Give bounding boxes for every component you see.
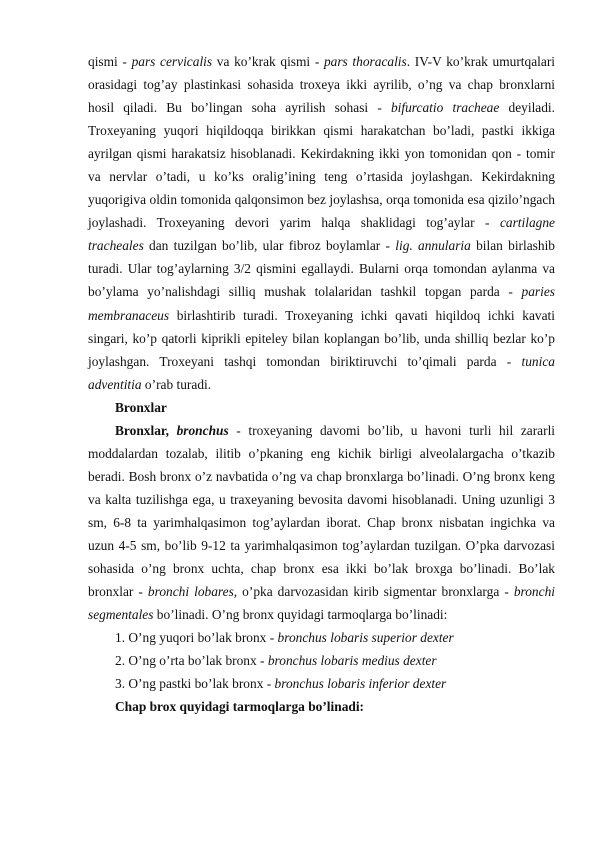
latin-term: cartilagne tracheales [88,215,555,254]
bronchi-paragraph [88,419,555,626]
text-run: o’rab turadi. [141,376,212,392]
text-run: qismi - [88,54,132,69]
list-item-text: 3. O’ng pastki bo’lak bronx - [115,676,275,692]
list-item-text: 2. O’ng o’rta bo’lak bronx - [115,653,268,669]
text-run: - troxeyaning davomi bo’lib, u havoni turli hil zararli moddalardan tozalab, ilitib o’pkaning eng kichik birligi alveolalargacha o’tkazib beradi. Bosh bronx o’z navbatida o’ng va chap bronxlarga bo’linadi. O’ng bronx keng va kalta tuzilishga ega, u traxeyaning bevosita davomi hisoblanadi. Uning uzunligi 3 sm, 6-8 ta yarimhalqasimon tog’aylardan iborat. Chap bronx nisbatan ingichka va uzun 4-5 sm, bo’lib 9-12 ta yarimhalqasimon tog’aylardan tuzilgan. O’pka darvozasi sohasida o’ng bronx uchta, chap bronx esa ikki bo’lak broxga bo’linadi. Bo’lak bronxlar - [88,422,556,600]
list-item [88,672,555,695]
text-run: . IV-V ko’krak umurtqalari orasidagi tog’ay plastinkasi sohasida troxeya ikki ayrilib, o’ng va chap bronxlarni hosil qiladi. Bu bo’lingan soha ayrilish sohasi - [88,54,555,116]
latin-term: bronchi segmentales [88,584,555,623]
text-run: deyiladi. Troxeyaning yuqori hiqildoqqa birikkan qismi harakatchan bo’ladi, pastki ikkiga ayrilgan qismi harakatsiz hisoblanadi. Kekirdakning ikki yon tomonidan qon - tomir va nervlar o’tadi, u ko’ks oralig’ining teng o’rtasida joylashgan. Kekirdakning yuqorigiva oldin tomonida qalqonsimon bez joylashsa, orqa tomonida esa qizilo’ngach joylashadi. Troxeyaning devori yarim halqa shaklidagi tog’aylar - [88,100,555,231]
latin-term: paries membranaceus [88,284,555,323]
text-run: o’pka darvozasidan kirib sigmentar bronxlarga - [237,584,514,600]
latin-term: pars cervicalis [131,54,213,69]
text-run: bo’linadi. O’ng bronx quyidagi tarmoqlarga bo’linadi: [153,607,448,623]
text-run: va ko’krak qismi - [212,54,324,69]
latin-term: bronchus [176,422,229,438]
latin-term: bronchus lobaris superior dexter [277,630,454,646]
latin-term: bifurcatio tracheae [390,100,500,116]
text-run: dan tuzilgan bo’lib, ular fibroz boylamlar - [143,238,396,254]
latin-term: tunica adventitia [88,353,555,392]
section-heading-bronxlar: Bronxlar [115,399,167,415]
latin-term: lig. annularia [395,238,471,254]
latin-term: bronchi lobares, [147,584,238,600]
list-item [88,649,555,672]
trachea-paragraph [88,50,555,396]
text-run: bilan birlashib turadi. Ular tog’aylarning 3/2 qismini egallaydi. Bularni orqa tomondan aylanma va bo’ylama yo’nalishdagi silliq mushak tolalaridan tashkil topgan parda - [88,238,555,300]
document-page [88,50,555,718]
list-item [88,626,555,649]
lead-term: Bronxlar, [115,422,177,438]
closing-heading: Chap brox quyidagi tarmoqlarga bo’linadi: [115,699,365,715]
latin-term: pars thoracalis [323,54,407,69]
list-item-text: 1. O’ng yuqori bo’lak bronx - [115,630,278,646]
text-run: birlashtirib turadi. Troxeyaning ichki qavati hiqildoq ichki kavati singari, ko’p qatorli kiprikli epiteley bilan koplangan bo’lib, unda shilliq bezlar ko’p joylashgan. Troxeyani tashqi tomondan biriktiruvchi to’qimali parda - [88,307,555,369]
latin-term: bronchus lobaris inferior dexter [274,676,447,692]
latin-term: bronchus lobaris medius dexter [267,653,437,669]
